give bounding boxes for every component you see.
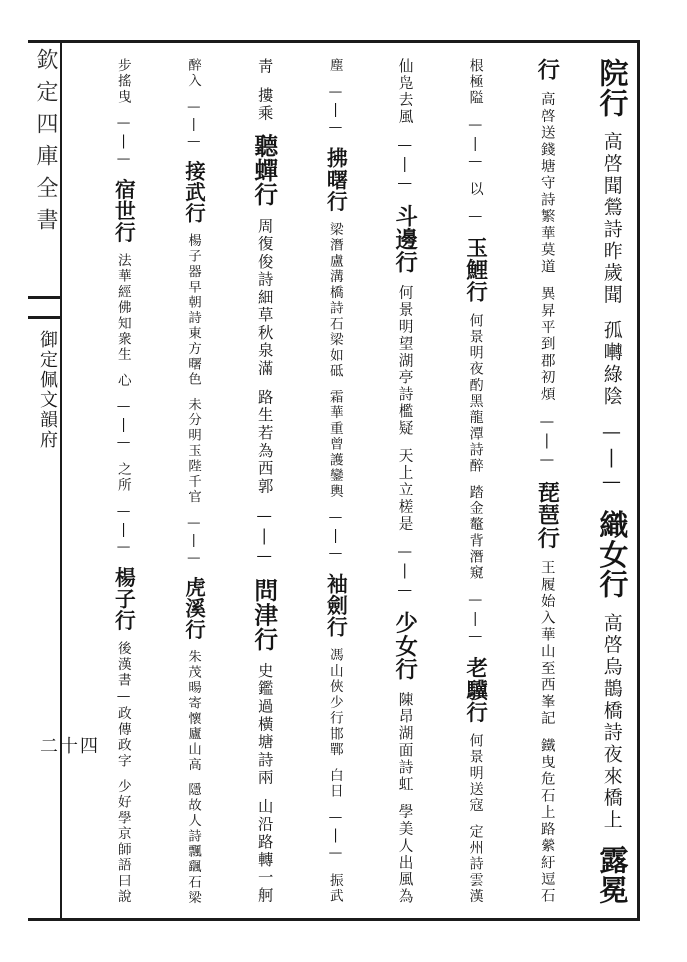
margin-top-edge-title: 欽定四庫全書 [33,48,58,240]
text-column-5 [323,58,349,905]
quotation-text: 陳昂湖面詩虹 [396,691,414,793]
quotation-text: 塵 [327,58,344,74]
quotation-text: 法華經佛知衆生 [115,252,132,363]
quotation-text: 楊子器早朝詩東方曙色 [186,233,202,388]
entry-headword: 玉鯉行 [462,236,489,303]
repeat-mark: —|— [115,398,132,453]
margin-fishtail-upper [28,296,62,299]
quotation-text: 摟乘 [255,87,274,123]
entry-headword: 虎溪行 [181,576,207,640]
quotation-text: 根極隘 [467,58,484,107]
quotation-text: 山沿路轉一舸 [255,798,274,905]
quotation-text: 路生若為西郭 [255,388,274,496]
quotation-text: 以 [467,181,484,198]
quotation-text: 踏金鼇背潛窺 [467,484,484,582]
quotation-text: 何景明夜酌黑龍潭詩醉 [467,313,484,475]
quotation-text: 朱茂暘寄懷廬山高 [186,649,202,773]
repeat-mark: — [467,208,484,227]
quotation-text: 梁潛盧溝橋詩石梁如砥 [327,221,344,380]
repeat-mark: —|— [327,809,344,863]
margin-fishtail-lower [28,316,62,319]
quotation-text: 靑 [255,58,274,76]
frame-bottom-rule [28,918,640,921]
quotation-text: 未分明玉陛千官 [186,397,202,505]
quotation-text: 高啓烏鵲橋詩夜來橋上 [600,612,623,832]
quotation-text: 定州詩雲漢 [467,824,484,905]
quotation-text: 馮山俠少行邯鄲 [327,647,344,758]
quotation-text: 高啓聞鶯詩昨歲聞 [600,131,623,307]
text-column-3 [462,58,489,905]
entry-headword: 露冕 [594,844,629,905]
repeat-mark: —|— [115,115,132,169]
entry-headword: 院行 [594,58,629,118]
quotation-text: 步搖曳 [115,58,132,106]
entry-headword: 織女行 [594,509,629,599]
repeat-mark: —|— [600,421,623,496]
entry-headword: 老驥行 [462,656,489,723]
repeat-mark: —|— [396,543,414,601]
entry-headword: 宿世行 [111,178,137,243]
entry-headword: 接武行 [181,160,207,224]
quotation-text: 何景明送寇 [467,733,484,814]
repeat-mark: —|— [255,506,274,568]
entry-headword: 行 [534,58,561,81]
text-column-2 [534,58,561,905]
entry-headword: 拂曙行 [323,147,349,212]
repeat-mark: —|— [327,509,344,564]
text-column-1 [594,58,629,905]
text-column-4 [391,58,419,906]
repeat-mark: —|— [115,503,132,557]
quotation-text: 少好學京師語曰說 [115,779,132,905]
quotation-text: 史鑑過橫塘詩兩 [255,662,274,787]
repeat-mark: —|— [396,136,414,194]
margin-page-number: 二十四 [40,736,100,757]
quotation-text: 心 [115,372,132,389]
repeat-mark: —|— [538,413,556,471]
entry-headword: 楊子行 [111,566,137,632]
quotation-text: 鐵曳危石上路縈紆逗石 [538,737,556,905]
frame-top-rule [28,40,640,43]
quotation-text: 高啓送錢塘守詩繁華莫道 [538,91,556,276]
entry-headword: 袖劍行 [323,573,349,638]
quotation-text: 醉入 [186,58,202,89]
quotation-text: 天上立槎是 [396,447,414,533]
repeat-mark: —|— [467,591,484,647]
text-column-7 [181,58,207,906]
frame-right-rule [637,40,640,920]
repeat-mark: —|— [327,83,344,138]
quotation-text: 仙凫去風 [396,58,414,126]
quotation-text: 隱故人詩飄颻石梁 [186,782,202,906]
quotation-text: 學美人出風為 [396,803,414,906]
quotation-text: 異昇平到郡初煩 [538,285,556,403]
entry-headword: 琵琶行 [534,480,561,550]
text-column-6 [250,58,279,905]
quotation-text: 周復俊詩細草秋泉滿 [255,217,274,378]
margin-book-title: 御定佩文韻府 [37,330,58,450]
repeat-mark: —|— [186,514,202,567]
entry-headword: 斗邊行 [391,204,419,275]
quotation-text: 霜華重曾護鑾輿 [327,389,344,500]
quotation-text: 振武 [327,872,344,905]
margin-column-rule [60,40,62,920]
quotation-text: 白日 [327,767,344,800]
text-column-8 [111,58,137,905]
quotation-text: 何景明望湖亭詩檻疑 [396,284,414,438]
entry-headword: 聽蟬行 [250,133,279,207]
entry-headword: 問津行 [250,578,279,652]
repeat-mark: —|— [186,98,202,151]
quotation-text: 王履始入華山至西峯記 [538,559,556,727]
quotation-text: 孤囀綠陰 [600,320,623,408]
quotation-text: 後漢書—政傳政字 [115,641,132,770]
quotation-text: 之所 [115,462,132,494]
entry-headword: 少女行 [391,611,419,681]
repeat-mark: —|— [467,116,484,172]
